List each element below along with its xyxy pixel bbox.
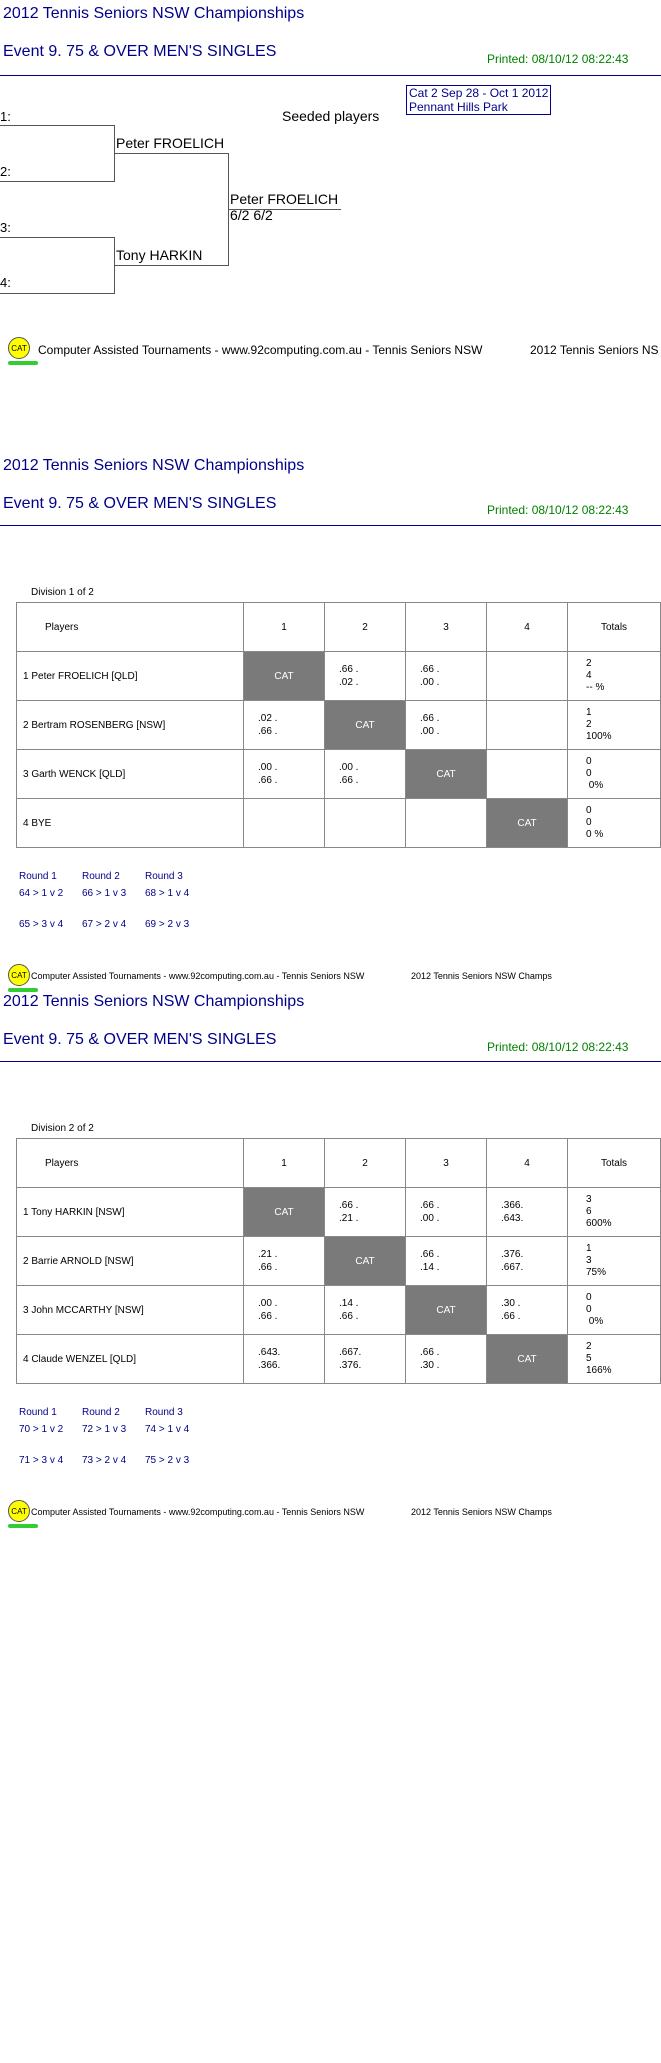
- table-row: [17, 652, 661, 701]
- match-link[interactable]: 67 > 2 v 4: [82, 919, 127, 930]
- self-match-cell: CAT: [487, 799, 568, 848]
- header-divider: [0, 1061, 661, 1062]
- printed-timestamp: Printed: 08/10/12 08:22:43: [487, 503, 629, 517]
- score-cell: .66 . .00 .: [406, 652, 487, 701]
- score-cell: .66 . .00 .: [406, 1188, 487, 1237]
- round-robin-table: [16, 602, 661, 848]
- match-link[interactable]: 71 > 3 v 4: [19, 1455, 64, 1466]
- totals-cell: 0 0 0 %: [568, 799, 661, 848]
- draw-slot-1: 1:: [0, 109, 11, 124]
- match-link[interactable]: 66 > 1 v 3: [82, 888, 127, 899]
- match-link[interactable]: 65 > 3 v 4: [19, 919, 64, 930]
- score-cell: .643. .366.: [244, 1335, 325, 1384]
- table-header-row: [17, 603, 661, 652]
- self-match-cell: CAT: [487, 1335, 568, 1384]
- round-robin-table: [16, 1138, 661, 1384]
- bracket-line: [0, 237, 114, 238]
- table-row: [17, 750, 661, 799]
- table-row: [17, 799, 661, 848]
- self-match-cell: CAT: [244, 652, 325, 701]
- score-cell: .21 . .66 .: [244, 1237, 325, 1286]
- footer-text: Computer Assisted Tournaments - www.92computing.com.au - Tennis Seniors NSW: [38, 343, 483, 357]
- round-label: Round 2: [82, 871, 120, 882]
- header-players: Players: [17, 603, 244, 652]
- category-box: [406, 85, 551, 115]
- event-title: Event 9. 75 & OVER MEN'S SINGLES: [3, 495, 277, 512]
- self-match-cell: CAT: [244, 1188, 325, 1237]
- header-col-2: 2: [325, 603, 406, 652]
- match-link[interactable]: 73 > 2 v 4: [82, 1455, 127, 1466]
- score-cell: [406, 799, 487, 848]
- footer-text: Computer Assisted Tournaments - www.92computing.com.au - Tennis Seniors NSW: [31, 1507, 365, 1517]
- header-divider: [0, 525, 661, 526]
- player-name: 3 John MCCARTHY [NSW]: [17, 1286, 244, 1335]
- score-cell: [325, 799, 406, 848]
- footer-right: 2012 Tennis Seniors NS: [530, 343, 659, 357]
- match-link[interactable]: 75 > 2 v 3: [145, 1455, 190, 1466]
- bracket-line: [0, 181, 114, 182]
- printed-timestamp: Printed: 08/10/12 08:22:43: [487, 1040, 629, 1054]
- cat-logo-icon: CAT: [8, 964, 30, 986]
- score-cell: [487, 750, 568, 799]
- totals-cell: 1 3 75%: [568, 1237, 661, 1286]
- score-cell: .66 . .30 .: [406, 1335, 487, 1384]
- tournament-title: 2012 Tennis Seniors NSW Championships: [3, 5, 305, 22]
- match-link[interactable]: 68 > 1 v 4: [145, 888, 190, 899]
- logo-underline: [8, 988, 38, 992]
- score-cell: [244, 799, 325, 848]
- match-link[interactable]: 69 > 2 v 3: [145, 919, 190, 930]
- player-name: 4 Claude WENZEL [QLD]: [17, 1335, 244, 1384]
- match-link[interactable]: 70 > 1 v 2: [19, 1424, 64, 1435]
- player-name: 4 BYE: [17, 799, 244, 848]
- header-totals: Totals: [568, 1139, 661, 1188]
- round2-player-1: Peter FROELICH: [116, 135, 225, 151]
- division-label: Division 2 of 2: [31, 1123, 94, 1134]
- score-cell: .00 . .66 .: [244, 1286, 325, 1335]
- footer-text: Computer Assisted Tournaments - www.92computing.com.au - Tennis Seniors NSW: [31, 971, 365, 981]
- header-totals: Totals: [568, 603, 661, 652]
- score-cell: .366. .643.: [487, 1188, 568, 1237]
- header-col-2: 2: [325, 1139, 406, 1188]
- table-row: [17, 1188, 661, 1237]
- round-label: Round 3: [145, 871, 183, 882]
- totals-cell: 2 4 -- %: [568, 652, 661, 701]
- cat-logo-icon: CAT: [8, 337, 30, 359]
- score-cell: .667. .376.: [325, 1335, 406, 1384]
- header-col-1: 1: [244, 1139, 325, 1188]
- score-cell: .14 . .66 .: [325, 1286, 406, 1335]
- totals-cell: 3 6 600%: [568, 1188, 661, 1237]
- category-dates: Cat 2 Sep 28 - Oct 1 2012: [409, 86, 549, 100]
- footer-right: 2012 Tennis Seniors NSW Champs: [411, 1507, 552, 1517]
- player-name: 3 Garth WENCK [QLD]: [17, 750, 244, 799]
- bracket-line: [0, 125, 114, 126]
- printed-timestamp: Printed: 08/10/12 08:22:43: [487, 52, 629, 66]
- score-cell: .376. .667.: [487, 1237, 568, 1286]
- header-col-3: 3: [406, 603, 487, 652]
- draw-slot-4: 4:: [0, 275, 11, 290]
- round-label: Round 2: [82, 1407, 120, 1418]
- totals-cell: 2 5 166%: [568, 1335, 661, 1384]
- tournament-title: 2012 Tennis Seniors NSW Championships: [3, 993, 305, 1010]
- totals-cell: 0 0 0%: [568, 1286, 661, 1335]
- table-row: [17, 1237, 661, 1286]
- player-name: 2 Barrie ARNOLD [NSW]: [17, 1237, 244, 1286]
- player-name: 1 Peter FROELICH [QLD]: [17, 652, 244, 701]
- draw-slot-2: 2:: [0, 164, 11, 179]
- score-cell: .66 . .14 .: [406, 1237, 487, 1286]
- self-match-cell: CAT: [406, 750, 487, 799]
- cat-logo: [8, 337, 38, 365]
- score-cell: [487, 652, 568, 701]
- score-cell: .00 . .66 .: [244, 750, 325, 799]
- round-label: Round 3: [145, 1407, 183, 1418]
- match-link[interactable]: 72 > 1 v 3: [82, 1424, 127, 1435]
- round2-player-2: Tony HARKIN: [116, 247, 203, 263]
- final-score: 6/2 6/2: [230, 207, 273, 223]
- logo-underline: [8, 1524, 38, 1528]
- event-title: Event 9. 75 & OVER MEN'S SINGLES: [3, 1031, 277, 1048]
- tournament-title: 2012 Tennis Seniors NSW Championships: [3, 457, 305, 474]
- self-match-cell: CAT: [325, 701, 406, 750]
- totals-cell: 0 0 0%: [568, 750, 661, 799]
- bracket-line: [0, 293, 114, 294]
- footer-right: 2012 Tennis Seniors NSW Champs: [411, 971, 552, 981]
- header-divider: [0, 75, 661, 76]
- round-label: Round 1: [19, 1407, 57, 1418]
- score-cell: .00 . .66 .: [325, 750, 406, 799]
- header-col-1: 1: [244, 603, 325, 652]
- player-name: 1 Tony HARKIN [NSW]: [17, 1188, 244, 1237]
- table-row: [17, 1286, 661, 1335]
- score-cell: [487, 701, 568, 750]
- player-name: 2 Bertram ROSENBERG [NSW]: [17, 701, 244, 750]
- match-link[interactable]: 74 > 1 v 4: [145, 1424, 190, 1435]
- score-cell: .66 . .21 .: [325, 1188, 406, 1237]
- draw-slot-3: 3:: [0, 220, 11, 235]
- logo-underline: [8, 361, 38, 365]
- score-cell: .02 . .66 .: [244, 701, 325, 750]
- header-players: Players: [17, 1139, 244, 1188]
- bracket-line: [115, 265, 228, 266]
- self-match-cell: CAT: [406, 1286, 487, 1335]
- header-col-4: 4: [487, 603, 568, 652]
- totals-cell: 1 2 100%: [568, 701, 661, 750]
- match-link[interactable]: 64 > 1 v 2: [19, 888, 64, 899]
- venue: Pennant Hills Park: [409, 100, 508, 114]
- table-row: [17, 701, 661, 750]
- score-cell: .66 . .00 .: [406, 701, 487, 750]
- cat-logo-icon: CAT: [8, 1500, 30, 1522]
- table-row: [17, 1335, 661, 1384]
- header-col-4: 4: [487, 1139, 568, 1188]
- round-label: Round 1: [19, 871, 57, 882]
- bracket-line: [115, 153, 228, 154]
- seeded-players-label: Seeded players: [282, 108, 380, 124]
- event-title: Event 9. 75 & OVER MEN'S SINGLES: [3, 43, 277, 60]
- table-header-row: [17, 1139, 661, 1188]
- self-match-cell: CAT: [325, 1237, 406, 1286]
- score-cell: .30 . .66 .: [487, 1286, 568, 1335]
- score-cell: .66 . .02 .: [325, 652, 406, 701]
- division-label: Division 1 of 2: [31, 587, 94, 598]
- final-winner: Peter FROELICH: [230, 191, 339, 207]
- header-col-3: 3: [406, 1139, 487, 1188]
